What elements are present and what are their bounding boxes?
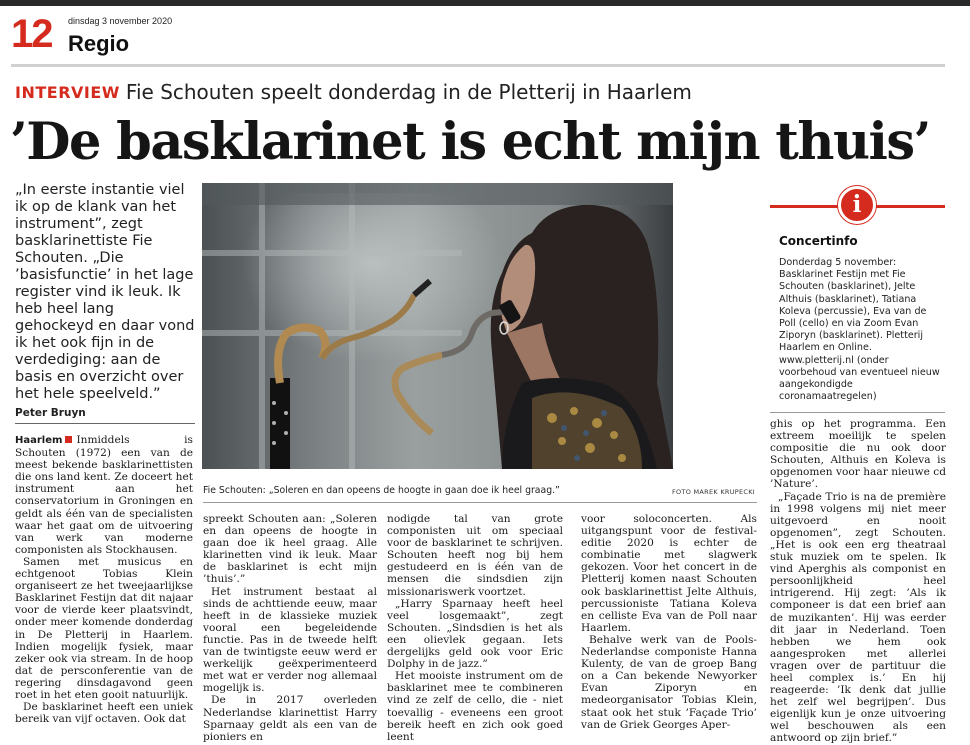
paragraph: Behalve werk van de Pools-Nederlandse componiste Hanna Kulenty, de van de groep Bang on a Can bekende Newyorker Evan Ziporyn en medeorganisator Tobias Klein, staat ook het stuk ’Façade Trio’ van de Griek Georges Aper- [581, 633, 757, 731]
paragraph: ghis op het programma. Een extreem moeilijk te spelen compositie die nu ook door Schouten, Althuis en Koleva is opgenomen voor haar nieuwe cd ’Nature’. [770, 418, 946, 491]
photo-illustration [202, 183, 673, 469]
info-icon: i [838, 186, 876, 224]
headline: ’De basklarinet is echt mijn thuis’ [10, 112, 930, 172]
paragraph: Het instrument bestaat al sinds de achttiende eeuw, maar heeft in de klassieke muziek vooral een begeleidende functie. Pas in de tweede helft van de twintigste eeuw werd er werkelijk geëxperimenteerd met wat er verder nog allemaal mogelijk is. [203, 585, 377, 695]
paragraph: De in 2017 overleden Nederlandse klarinettist Harry Sparnaay geldt als een van de pioniers en [203, 694, 377, 743]
kicker-tag: INTERVIEW [15, 83, 120, 102]
paragraph: „Façade Trio is na de première in 1998 volgens mij niet meer uitgevoerd en nooit opgenomen”, zegt Schouten. „Het is ook een erg theatraal stuk muziek om te spelen. Ik vind Aperghis als componist en persoonlijkheid heel intrigerend. Hij zegt: ’Als ik componeer is dat een brief aan de muzikanten’. Hij was eerder dit jaar in Nederland. Toen hebben we hem ook aangesproken met allerlei vragen over de partituur die heel complex is.’ En hij reageerde: ’Ik denk dat jullie het zelf wel begrijpen’. Dus eigenlijk kun je onze uitvoering wel beschouwen als een antwoord op zijn brief.” [770, 490, 946, 745]
infobox-bottom-rule [770, 412, 945, 413]
top-bar [0, 0, 970, 6]
paragraph: Samen met musicus en echtgenoot Tobias Klein organiseert ze het tweejaarlijkse Basklarinet Festijn dat dit najaar voor de vierde keer plaatsvindt, onder meer komende donderdag in De Pletterij in Haarlem. Indien mogelijk fysiek, maar zeker ook via stream. In de hoop dat de persconferentie van de regering dinsdagavond geen roet in het eten gooit natuurlijk. [15, 555, 193, 701]
photo-caption: Fie Schouten: „Soleren en dan opeens de hoogte in gaan doe ik heel graag.” [203, 485, 560, 496]
paragraph: „Harry Sparnaay heeft heel veel losgemaakt”, zegt Schouten. „Sindsdien is het als een olievlek gegaan. Iets dergelijks geld ook voor Eric Dolphy in de jazz.” [387, 597, 563, 671]
byline: Peter Bruyn [15, 407, 86, 419]
paragraph: De basklarinet heeft een uniek bereik van vijf octaven. Ook dat [15, 701, 193, 726]
issue-date: dinsdag 3 november 2020 [68, 16, 173, 26]
dateline: Haarlem [15, 435, 63, 446]
infobox-body: Donderdag 5 november: Basklarinet Festijn met Fie Schouten (basklarinet), Jelte Althuis (basklarinet), Tatiana Koleva (percussie), Eva van de Poll (cello) en via Zoom Evan Ziporyn (basklarinet). Pletterij Haarlem en Online. www.pletterij.nl (onder voorbehoud van eventueel nieuw aangekondigde coronamaatregelen) [779, 257, 940, 403]
paragraph: nodigde tal van grote componisten uit om speciaal voor de basklarinet te schrijven. Schouten heeft nog bij hem gestudeerd en is één van de mensen die sindsdien zijn missionariswerk voortzet. [387, 513, 563, 598]
article-column-3 [387, 513, 563, 743]
article-column-2 [203, 513, 377, 743]
dateline-square-icon [65, 436, 72, 443]
article-column-1 [15, 434, 193, 726]
infobox-title: Concertinfo [779, 234, 858, 248]
pull-quote: „In eerste instantie viel ik op de klank van het instrument”, zegt basklarinettiste Fie Schouten. „Die ’basisfunctie’ in het lage register vind ik leuk. Ik heb heel lang gehockeyd en daar vond ik het ook fijn in de verdediging: aan de basis en overzicht over het hele speelveld.” [15, 182, 195, 402]
article-column-4 [581, 513, 757, 731]
masthead-divider [11, 64, 945, 67]
article-photo [202, 183, 673, 469]
caption-divider [203, 502, 757, 503]
paragraph: Het mooiste instrument om de basklarinet mee te combineren vind ze zelf de cello, die - niet toevallig - eveneens een groot bereik heeft en zich ook goed leent [387, 670, 563, 743]
paragraph: voor soloconcerten. Als uitgangspunt voor de festival-editie 2020 is echter de combinatie met slagwerk gekozen. Voor het concert in de Pletterij komen naast Schouten ook basklarinettist Jelte Althuis, percussioniste Tatiana Koleva en celliste Eva van de Poll naar Haarlem. [581, 513, 757, 634]
section-title: Regio [68, 31, 130, 56]
page-number: 12 [11, 12, 52, 56]
kicker [15, 80, 692, 104]
article-column-5 [770, 418, 946, 745]
kicker-text: Fie Schouten speelt donderdag in de Pletterij in Haarlem [125, 80, 692, 104]
photo-credit: FOTO MAREK KRUPECKI [672, 488, 755, 496]
byline-divider [15, 423, 195, 424]
paragraph: Haarlem Inmiddels is Schouten (1972) een van de meest bekende basklarinettisten die ons land kent. Ze doceert het instrument aan het conservatorium in Groningen en geldt als één van de specialisten waar het gaat om de uitvoering van werk van moderne componisten als Stockhausen. [15, 434, 193, 556]
paragraph: spreekt Schouten aan: „Soleren en dan opeens de hoogte in gaan doe ik heel graag. Alle klarinetten vind ik leuk. Maar de basklarinet is echt mijn ’thuis’.” [203, 513, 377, 586]
